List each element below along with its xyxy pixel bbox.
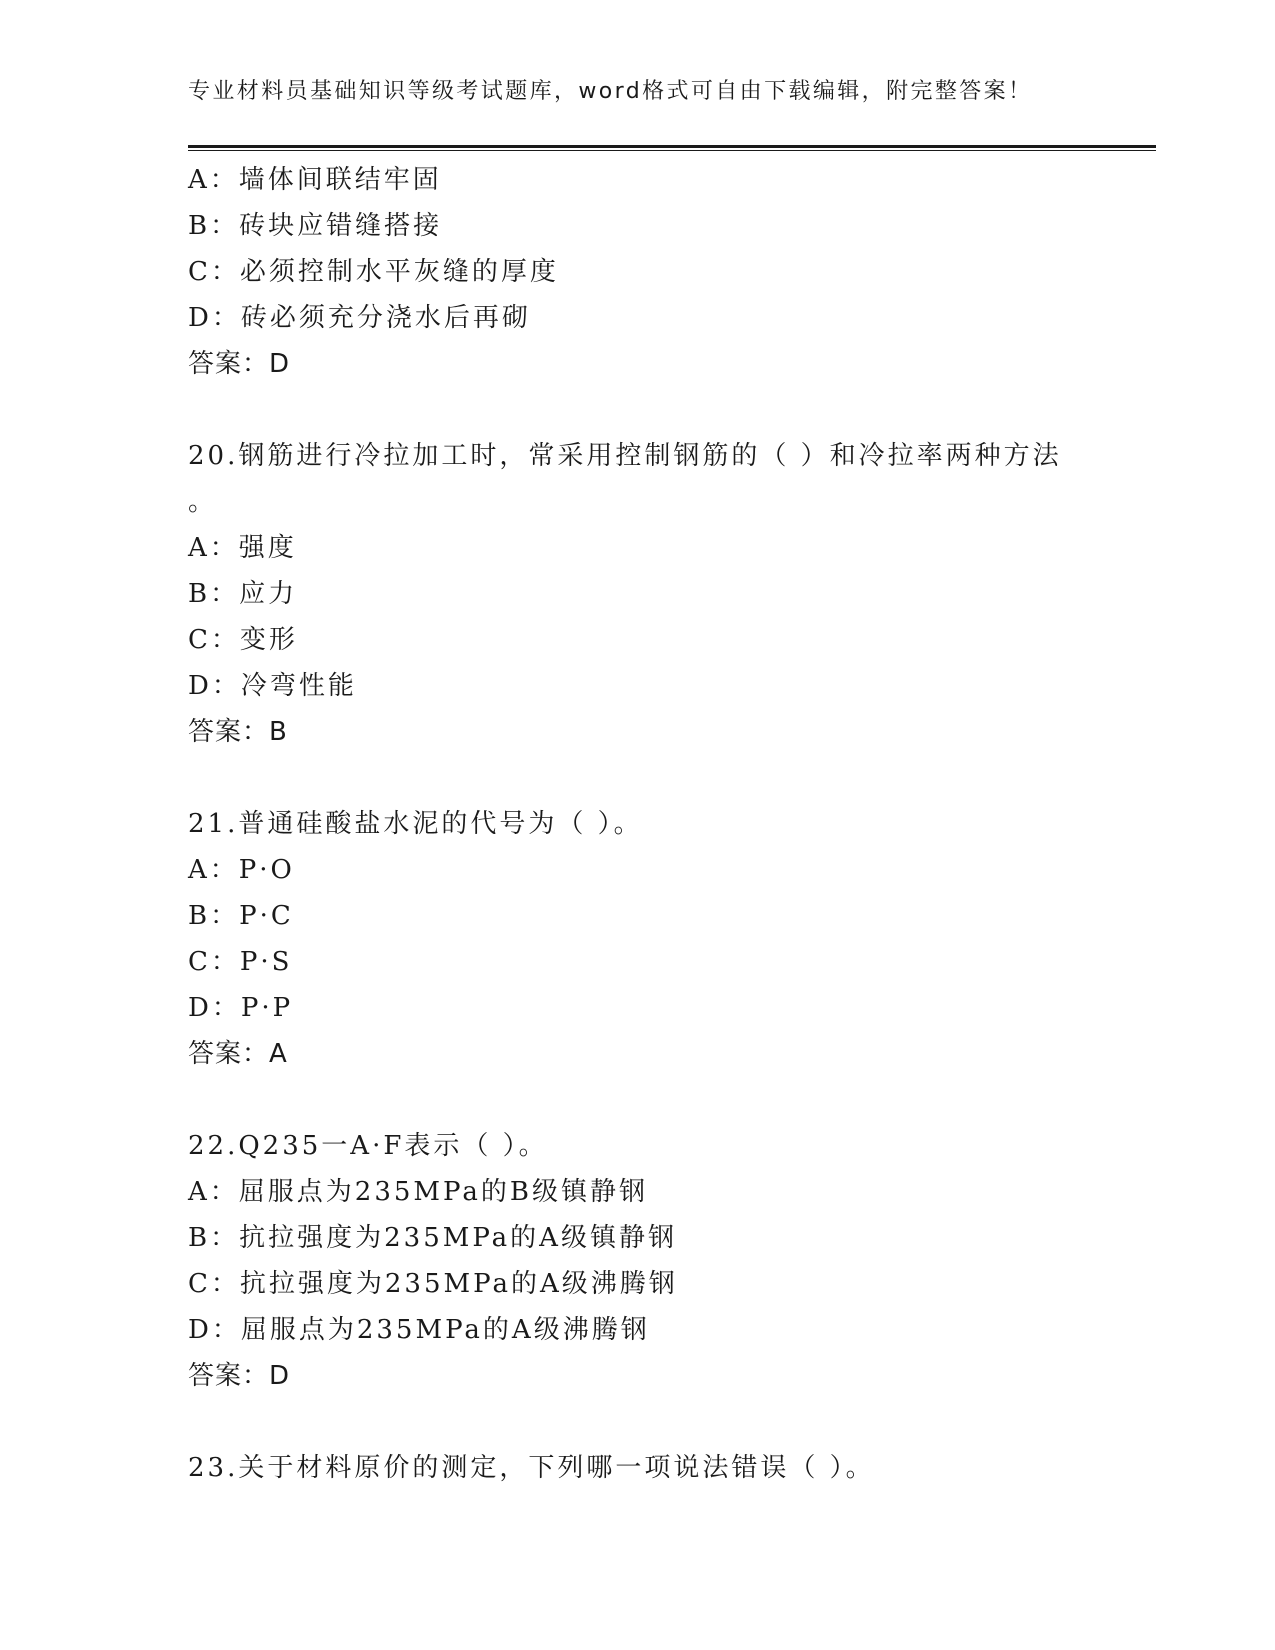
option-c: C：抗拉强度为235MPa的A级沸腾钢	[188, 1269, 678, 1299]
answer: 答案：D	[188, 1361, 291, 1391]
question-22	[188, 1123, 1156, 1399]
option-b: B：抗拉强度为235MPa的A级镇静钢	[188, 1223, 677, 1253]
option-a: A：强度	[188, 533, 297, 563]
option-a: A：屈服点为235MPa的B级镇静钢	[188, 1177, 648, 1207]
question-stem: 22.Q235一A·F表示（ ）。	[188, 1131, 548, 1161]
header-rule-thick	[188, 145, 1156, 148]
question-23	[188, 1445, 1156, 1491]
option-b: B：应力	[188, 579, 298, 609]
header-rule-thin	[188, 150, 1156, 151]
option-c: C：必须控制水平灰缝的厚度	[188, 257, 559, 287]
question-stem: 23.关于材料原价的测定，下列哪一项说法错误（ ）。	[188, 1453, 875, 1483]
answer: 答案：A	[188, 1039, 288, 1069]
question-20	[188, 433, 1156, 755]
option-d: D：P·P	[188, 993, 294, 1023]
page-header: 专业材料员基础知识等级考试题库，word格式可自由下载编辑，附完整答案！	[188, 79, 1033, 104]
question-21	[188, 801, 1156, 1077]
option-d: D：砖必须充分浇水后再砌	[188, 303, 531, 333]
option-b: B：P·C	[188, 901, 294, 931]
answer: 答案：D	[188, 349, 291, 379]
option-c: C：变形	[188, 625, 298, 655]
option-a: A：墙体间联结牢固	[188, 165, 442, 195]
option-a: A：P·O	[188, 855, 295, 885]
question-stem: 20.钢筋进行冷拉加工时，常采用控制钢筋的（ ）和冷拉率两种方法	[188, 441, 1062, 471]
question-stem: 21.普通硅酸盐水泥的代号为（ ）。	[188, 809, 643, 839]
option-c: C：P·S	[188, 947, 293, 977]
option-d: D：冷弯性能	[188, 671, 357, 701]
question-list	[188, 157, 1156, 1491]
question-stem-continued: 。	[188, 487, 218, 517]
question-19	[188, 157, 1156, 387]
option-d: D：屈服点为235MPa的A级沸腾钢	[188, 1315, 650, 1345]
option-b: B：砖块应错缝搭接	[188, 211, 443, 241]
answer: 答案：B	[188, 717, 288, 747]
